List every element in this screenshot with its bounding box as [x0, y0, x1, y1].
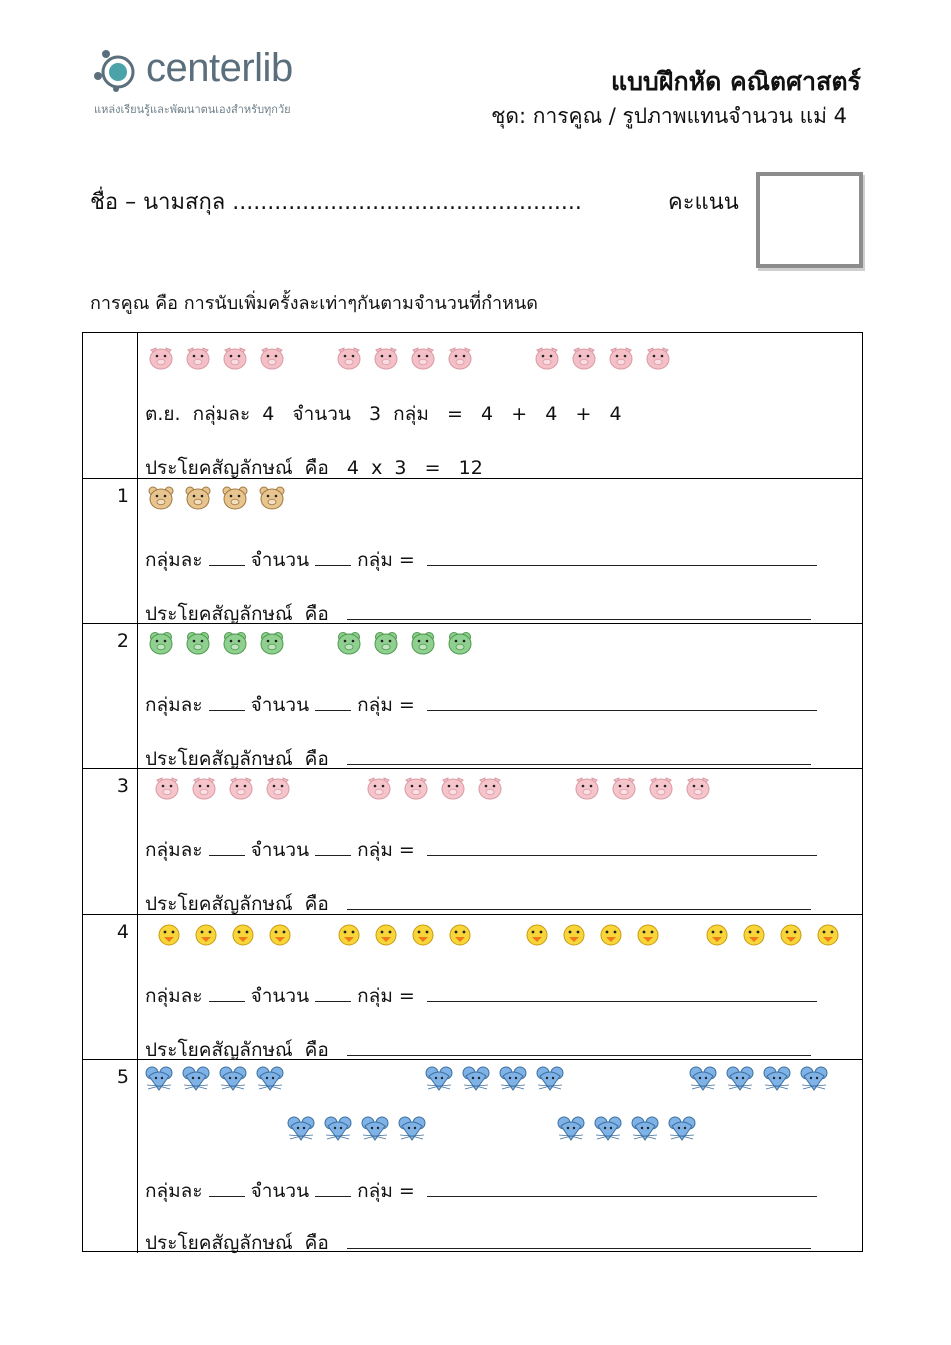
- pig-icon: [439, 775, 467, 801]
- question-number: 3: [116, 775, 129, 797]
- question-icons: [143, 630, 863, 660]
- label-sentence: ประโยคสัญลักษณ์ คือ: [145, 893, 329, 915]
- question-row-2: [83, 624, 862, 769]
- mouse-icon: [425, 1066, 453, 1092]
- number-cell: [83, 624, 138, 768]
- molecule-logo-icon: [92, 48, 142, 92]
- mouse-icon: [689, 1066, 717, 1092]
- chick-icon: [229, 921, 257, 947]
- pig-icon: [446, 345, 474, 371]
- blank-addition[interactable]: [427, 1178, 817, 1197]
- pig-icon: [607, 345, 635, 371]
- label-sentence: ประโยคสัญลักษณ์ คือ: [145, 748, 329, 770]
- pig-icon: [365, 775, 393, 801]
- label-count: จำนวน: [250, 694, 310, 716]
- answer-line: [145, 1176, 817, 1206]
- label-count: จำนวน: [250, 985, 310, 1007]
- example-row: [83, 333, 862, 479]
- mouse-icon: [287, 1116, 315, 1142]
- pig-icon: [610, 775, 638, 801]
- label-count: จำนวน: [250, 839, 310, 861]
- name-field[interactable]: ชื่อ – นามสกุล ..................................................: [90, 190, 582, 215]
- pig-icon: [190, 775, 218, 801]
- mouse-icon: [726, 1066, 754, 1092]
- mouse-icon: [800, 1066, 828, 1092]
- question-row-3: [83, 769, 862, 915]
- example-line: ต.ย. กลุ่มละ 4 จำนวน 3 กลุ่ม = 4 + 4 + 4: [145, 403, 622, 425]
- question-row-4: [83, 915, 862, 1060]
- number-cell: [83, 479, 138, 623]
- blank-addition[interactable]: [427, 983, 817, 1002]
- blank-sentence[interactable]: [347, 891, 811, 910]
- question-number: 5: [116, 1066, 129, 1088]
- example-sentence: ประโยคสัญลักษณ์ คือ 4 x 3 = 12: [145, 457, 483, 479]
- score-label: คะแนน: [668, 190, 739, 215]
- question-number: 4: [116, 921, 129, 943]
- mouse-icon: [324, 1116, 352, 1142]
- blank-addition[interactable]: [427, 547, 817, 566]
- frog-icon: [258, 630, 286, 656]
- frog-icon: [446, 630, 474, 656]
- sentence-line: [145, 1228, 811, 1258]
- label-equals: =: [398, 694, 415, 716]
- chick-icon: [523, 921, 551, 947]
- label-group-each: กลุ่มละ: [145, 1180, 203, 1202]
- number-cell: [83, 769, 138, 914]
- frog-icon: [221, 630, 249, 656]
- question-number: 2: [116, 630, 129, 652]
- label-group-each: กลุ่มละ: [145, 985, 203, 1007]
- frog-icon: [184, 630, 212, 656]
- pig-icon: [570, 345, 598, 371]
- label-group-each: กลุ่มละ: [145, 839, 203, 861]
- blank-sentence[interactable]: [347, 746, 811, 765]
- chick-icon: [777, 921, 805, 947]
- chick-icon: [192, 921, 220, 947]
- label-count: จำนวน: [250, 549, 310, 571]
- mouse-icon: [145, 1066, 173, 1092]
- question-icons: [143, 921, 863, 951]
- pig-icon: [264, 775, 292, 801]
- label-equals: =: [398, 1180, 415, 1202]
- label-group: กลุ่ม: [357, 1180, 393, 1202]
- pig-icon: [684, 775, 712, 801]
- label-group-each: กลุ่มละ: [145, 549, 203, 571]
- blank-sentence[interactable]: [347, 1230, 811, 1249]
- blank-groups[interactable]: [315, 983, 351, 1002]
- blank-sentence[interactable]: [347, 1037, 811, 1056]
- label-group: กลุ่ม: [357, 839, 393, 861]
- chick-icon: [703, 921, 731, 947]
- pig-icon: [258, 345, 286, 371]
- bear-icon: [184, 485, 212, 511]
- label-equals: =: [398, 549, 415, 571]
- blank-per-group[interactable]: [209, 983, 245, 1002]
- mouse-icon: [361, 1116, 389, 1142]
- blank-groups[interactable]: [315, 837, 351, 856]
- pig-icon: [221, 345, 249, 371]
- label-equals: =: [398, 985, 415, 1007]
- blank-sentence[interactable]: [347, 601, 811, 620]
- frog-icon: [409, 630, 437, 656]
- chick-icon: [266, 921, 294, 947]
- question-icons: [143, 1066, 863, 1146]
- mouse-icon: [398, 1116, 426, 1142]
- mouse-icon: [182, 1066, 210, 1092]
- label-sentence: ประโยคสัญลักษณ์ คือ: [145, 1039, 329, 1061]
- label-group-each: กลุ่มละ: [145, 694, 203, 716]
- question-row-1: [83, 479, 862, 624]
- blank-addition[interactable]: [427, 692, 817, 711]
- mouse-icon: [668, 1116, 696, 1142]
- page-title: แบบฝึกหัด คณิตศาสตร์: [610, 67, 861, 96]
- chick-icon: [634, 921, 662, 947]
- pig-icon: [184, 345, 212, 371]
- number-cell: [83, 915, 138, 1059]
- bear-icon: [258, 485, 286, 511]
- score-box[interactable]: [756, 172, 863, 268]
- blank-groups[interactable]: [315, 547, 351, 566]
- page-subtitle: ชุด: การคูณ / รูปภาพแทนจำนวน แม่ 4: [491, 104, 847, 128]
- answer-line: [145, 545, 817, 575]
- frog-icon: [147, 630, 175, 656]
- mouse-icon: [631, 1116, 659, 1142]
- worksheet-table: [82, 332, 863, 1252]
- pig-icon: [227, 775, 255, 801]
- pig-icon: [147, 345, 175, 371]
- logo-tagline: แหล่งเรียนรู้และพัฒนาตนเองสำหรับทุกวัย: [94, 103, 291, 116]
- question-icons: [143, 485, 863, 515]
- label-equals: =: [398, 839, 415, 861]
- label-group: กลุ่ม: [357, 985, 393, 1007]
- pig-icon: [372, 345, 400, 371]
- pig-icon: [573, 775, 601, 801]
- frog-icon: [335, 630, 363, 656]
- question-row-5: [83, 1060, 862, 1253]
- chick-icon: [372, 921, 400, 947]
- blank-per-group[interactable]: [209, 692, 245, 711]
- label-sentence: ประโยคสัญลักษณ์ คือ: [145, 1232, 329, 1254]
- number-cell: [83, 1060, 138, 1253]
- mouse-icon: [594, 1116, 622, 1142]
- answer-line: [145, 981, 817, 1011]
- pig-icon: [476, 775, 504, 801]
- mouse-icon: [557, 1116, 585, 1142]
- blank-per-group[interactable]: [209, 547, 245, 566]
- logo: [92, 42, 342, 122]
- blank-addition[interactable]: [427, 837, 817, 856]
- chick-icon: [597, 921, 625, 947]
- label-sentence: ประโยคสัญลักษณ์ คือ: [145, 603, 329, 625]
- chick-icon: [155, 921, 183, 947]
- blank-per-group[interactable]: [209, 1178, 245, 1197]
- blank-per-group[interactable]: [209, 837, 245, 856]
- mouse-icon: [256, 1066, 284, 1092]
- pig-icon: [409, 345, 437, 371]
- frog-icon: [372, 630, 400, 656]
- chick-icon: [740, 921, 768, 947]
- question-icons: [143, 775, 863, 805]
- question-number: 1: [116, 485, 129, 507]
- chick-icon: [560, 921, 588, 947]
- pig-icon: [647, 775, 675, 801]
- chick-icon: [409, 921, 437, 947]
- mouse-icon: [536, 1066, 564, 1092]
- mouse-icon: [763, 1066, 791, 1092]
- intro-text: การคูณ คือ การนับเพิ่มครั้งละเท่าๆกันตามจำนวนที่กำหนด: [90, 293, 538, 314]
- number-cell: [83, 333, 138, 478]
- answer-line: [145, 690, 817, 720]
- label-count: จำนวน: [250, 1180, 310, 1202]
- blank-groups[interactable]: [315, 1178, 351, 1197]
- pig-icon: [533, 345, 561, 371]
- label-group: กลุ่ม: [357, 694, 393, 716]
- pig-icon: [153, 775, 181, 801]
- mouse-icon: [462, 1066, 490, 1092]
- bear-icon: [147, 485, 175, 511]
- pig-icon: [402, 775, 430, 801]
- answer-line: [145, 835, 817, 865]
- mouse-icon: [219, 1066, 247, 1092]
- mouse-icon: [499, 1066, 527, 1092]
- chick-icon: [335, 921, 363, 947]
- blank-groups[interactable]: [315, 692, 351, 711]
- logo-wordmark: centerlib: [146, 46, 293, 90]
- example-icons: [143, 345, 863, 375]
- label-group: กลุ่ม: [357, 549, 393, 571]
- pig-icon: [644, 345, 672, 371]
- bear-icon: [221, 485, 249, 511]
- chick-icon: [814, 921, 842, 947]
- chick-icon: [446, 921, 474, 947]
- pig-icon: [335, 345, 363, 371]
